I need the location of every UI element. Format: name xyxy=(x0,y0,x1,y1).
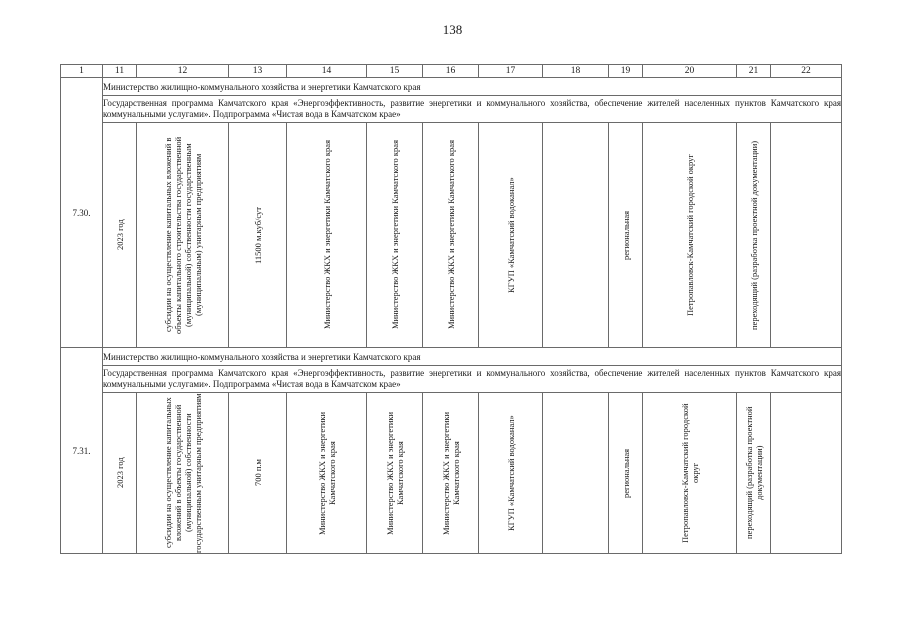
cell-col15: Министерство ЖКХ и энергетики Камчатского края xyxy=(384,411,405,535)
col-header-12: 12 xyxy=(137,65,229,78)
table-row xyxy=(61,393,842,554)
cell-col15: Министерство ЖКХ и энергетики Камчатского края xyxy=(389,140,400,330)
col-header-20: 20 xyxy=(643,65,737,78)
cell-col17: КГУП «Камчатский водоканал» xyxy=(505,415,516,531)
cell-col21: переходящий (разработка проектной документации) xyxy=(748,140,759,330)
cell-col19: региональная xyxy=(620,210,631,260)
data-table xyxy=(60,64,842,554)
table-row xyxy=(61,123,842,348)
entry-number: 7.31. xyxy=(61,348,103,554)
entry-number: 7.30. xyxy=(61,78,103,348)
cell-col16: Министерство ЖКХ и энергетики Камчатского края xyxy=(445,140,456,330)
col-header-1: 1 xyxy=(61,65,103,78)
cell-year: 2023 год xyxy=(114,219,125,251)
cell-subsidy-type: субсидии на осуществление капитальных вложений в объекты государственной (муниципальной) собственности государственным унитарным предприятиям xyxy=(162,393,203,553)
col-header-14: 14 xyxy=(287,65,367,78)
cell-capacity: 11500 м.куб/сут xyxy=(252,206,263,264)
program-row xyxy=(61,96,842,123)
program-name: Государственная программа Камчатского края «Энергоэффективность, развитие энергетики и коммунального хозяйства, обеспечение жителей населенных пунктов Камчатского края коммунальными услугами». Подпрограмма «Чистая вода в Камчатском крае» xyxy=(103,96,842,123)
col-header-22: 22 xyxy=(771,65,842,78)
ministry-name: Министерство жилищно-коммунального хозяйства и энергетики Камчатского края xyxy=(103,348,842,366)
col-header-17: 17 xyxy=(479,65,543,78)
ministry-row xyxy=(61,78,842,96)
col-header-19: 19 xyxy=(609,65,643,78)
col-header-18: 18 xyxy=(543,65,609,78)
col-header-11: 11 xyxy=(103,65,137,78)
cell-col16: Министерство ЖКХ и энергетики Камчатского края xyxy=(440,411,461,535)
ministry-name: Министерство жилищно-коммунального хозяйства и энергетики Камчатского края xyxy=(103,78,842,96)
col-header-13: 13 xyxy=(229,65,287,78)
program-row xyxy=(61,366,842,393)
cell-capacity: 700 п.м xyxy=(252,459,263,487)
cell-col21: переходящий (разработка проектной документации) xyxy=(743,406,764,540)
cell-col17: КГУП «Камчатский водоканал» xyxy=(505,177,516,293)
col-header-15: 15 xyxy=(367,65,423,78)
cell-col19: региональная xyxy=(620,448,631,498)
col-header-16: 16 xyxy=(423,65,479,78)
cell-col14: Министерство ЖКХ и энергетики Камчатского края xyxy=(316,411,337,535)
cell-col20: Петропавловск-Камчатский городской округ xyxy=(684,154,695,316)
ministry-row xyxy=(61,348,842,366)
column-header-row xyxy=(61,65,842,78)
cell-year: 2023 год xyxy=(114,457,125,489)
cell-subsidy-type: субсидии на осуществление капитальных вложений в объекты капитального строительства государственной (муниципальной) собственности государственным (муниципальным) унитарным предприятиям xyxy=(162,136,203,334)
page-number: 138 xyxy=(442,22,463,37)
program-name: Государственная программа Камчатского края «Энергоэффективность, развитие энергетики и коммунального хозяйства, обеспечение жителей населенных пунктов Камчатского края коммунальными услугами». Подпрограмма «Чистая вода в Камчатском крае» xyxy=(103,366,842,393)
cell-col20: Петропавловск-Камчатский городской округ xyxy=(679,403,700,543)
col-header-21: 21 xyxy=(737,65,771,78)
cell-col14: Министерство ЖКХ и энергетики Камчатского края xyxy=(321,140,332,330)
